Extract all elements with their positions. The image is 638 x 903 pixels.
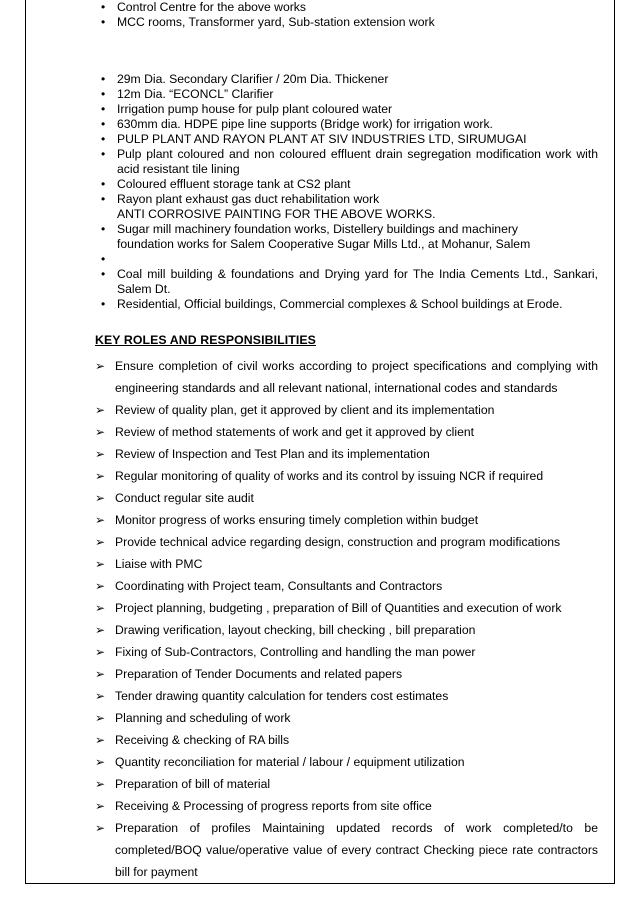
arrow-bullet-icon: ➢ bbox=[95, 513, 106, 527]
project-item-text: Irrigation pump house for pulp plant coloured water bbox=[117, 102, 393, 116]
role-item bbox=[95, 487, 598, 509]
bullet-icon: • bbox=[101, 0, 106, 14]
project-item-text: Coal mill building & foundations and Drying yard for The India Cements Ltd., Sankari, Salem Dt. bbox=[117, 267, 598, 296]
arrow-bullet-icon: ➢ bbox=[95, 733, 106, 747]
arrow-bullet-icon: ➢ bbox=[95, 469, 106, 483]
roles-list bbox=[95, 355, 598, 883]
project-item bbox=[95, 147, 598, 177]
project-item bbox=[95, 192, 598, 222]
role-item-text: Regular monitoring of quality of works and its control by issuing NCR if required bbox=[115, 469, 544, 483]
project-item bbox=[95, 252, 598, 267]
project-item-text: MCC rooms, Transformer yard, Sub-station extension work bbox=[117, 15, 435, 29]
role-item bbox=[95, 641, 598, 663]
role-item-text: Fixing of Sub-Contractors, Controlling and handling the man power bbox=[115, 645, 476, 659]
project-item-text: Pulp plant coloured and non coloured effluent drain segregation modification work with acid resistant tile lining bbox=[117, 147, 598, 176]
arrow-bullet-icon: ➢ bbox=[95, 359, 106, 373]
role-item-text: Planning and scheduling of work bbox=[115, 711, 291, 725]
project-item-text: Control Centre for the above works bbox=[117, 0, 306, 14]
role-item bbox=[95, 575, 598, 597]
arrow-bullet-icon: ➢ bbox=[95, 623, 106, 637]
role-item bbox=[95, 795, 598, 817]
project-item bbox=[95, 267, 598, 297]
role-item-text: Provide technical advice regarding design, construction and program modifications bbox=[115, 535, 561, 549]
role-item bbox=[95, 531, 598, 553]
project-item bbox=[95, 87, 598, 102]
project-item bbox=[95, 297, 598, 312]
bullet-icon: • bbox=[101, 192, 106, 206]
arrow-bullet-icon: ➢ bbox=[95, 667, 106, 681]
role-item bbox=[95, 553, 598, 575]
project-item bbox=[95, 15, 598, 30]
project-item-text: Rayon plant exhaust gas duct rehabilitation work ANTI CORROSIVE PAINTING FOR THE ABOVE WORKS. bbox=[117, 192, 436, 221]
arrow-bullet-icon: ➢ bbox=[95, 799, 106, 813]
role-item-text: Receiving & checking of RA bills bbox=[115, 733, 290, 747]
bullet-icon: • bbox=[101, 72, 106, 86]
bullet-icon: • bbox=[101, 177, 106, 191]
role-item-text: Preparation of bill of material bbox=[115, 777, 271, 791]
arrow-bullet-icon: ➢ bbox=[95, 557, 106, 571]
project-list-main bbox=[95, 72, 598, 312]
role-item bbox=[95, 509, 598, 531]
role-item-text: Tender drawing quantity calculation for tenders cost estimates bbox=[115, 689, 449, 703]
project-item-text: Residential, Official buildings, Commercial complexes & School buildings at Erode. bbox=[117, 297, 563, 311]
role-item-text: Ensure completion of civil works according to project specifications and complying with engineering standards and all relevant national, international codes and standards bbox=[115, 359, 598, 395]
arrow-bullet-icon: ➢ bbox=[95, 403, 106, 417]
role-item bbox=[95, 619, 598, 641]
role-item bbox=[95, 465, 598, 487]
project-item bbox=[95, 117, 598, 132]
role-item-text: Preparation of Tender Documents and related papers bbox=[115, 667, 403, 681]
role-item-text: Monitor progress of works ensuring timely completion within budget bbox=[115, 513, 479, 527]
role-item-text: Preparation of profiles Maintaining updated records of work completed/to be completed/BOQ value/operative value of every contract Checking piece rate contractors bill for payment bbox=[115, 821, 598, 879]
arrow-bullet-icon: ➢ bbox=[95, 491, 106, 505]
role-item bbox=[95, 355, 598, 399]
role-item bbox=[95, 751, 598, 773]
arrow-bullet-icon: ➢ bbox=[95, 821, 106, 835]
arrow-bullet-icon: ➢ bbox=[95, 711, 106, 725]
role-item-text: Receiving & Processing of progress reports from site office bbox=[115, 799, 432, 813]
role-item-text: Drawing verification, layout checking, bill checking , bill preparation bbox=[115, 623, 476, 637]
project-list-top bbox=[95, 0, 598, 30]
role-item bbox=[95, 399, 598, 421]
bullet-icon: • bbox=[101, 102, 106, 116]
project-item-text: PULP PLANT AND RAYON PLANT AT SIV INDUSTRIES LTD, SIRUMUGAI bbox=[117, 132, 527, 146]
project-item bbox=[95, 177, 598, 192]
bullet-icon: • bbox=[101, 297, 106, 311]
role-item-text: Coordinating with Project team, Consultants and Contractors bbox=[115, 579, 443, 593]
project-item bbox=[95, 132, 598, 147]
project-item-text: 29m Dia. Secondary Clarifier / 20m Dia. Thickener bbox=[117, 72, 389, 86]
role-item bbox=[95, 421, 598, 443]
role-item bbox=[95, 707, 598, 729]
role-item-text: Review of method statements of work and get it approved by client bbox=[115, 425, 475, 439]
role-item-text: Conduct regular site audit bbox=[115, 491, 254, 505]
project-item bbox=[95, 102, 598, 117]
bullet-icon: • bbox=[101, 252, 106, 266]
role-item-text: Review of Inspection and Test Plan and its implementation bbox=[115, 447, 430, 461]
arrow-bullet-icon: ➢ bbox=[95, 447, 106, 461]
arrow-bullet-icon: ➢ bbox=[95, 425, 106, 439]
bullet-icon: • bbox=[101, 15, 106, 29]
project-item-text: 630mm dia. HDPE pipe line supports (Bridge work) for irrigation work. bbox=[117, 117, 493, 131]
project-item-text: Coloured effluent storage tank at CS2 plant bbox=[117, 177, 351, 191]
bullet-icon: • bbox=[101, 147, 106, 161]
arrow-bullet-icon: ➢ bbox=[95, 601, 106, 615]
arrow-bullet-icon: ➢ bbox=[95, 689, 106, 703]
role-item-text: Quantity reconciliation for material / labour / equipment utilization bbox=[115, 755, 465, 769]
project-item-text: Sugar mill machinery foundation works, Distellery buildings and machinery foundation works for Salem Cooperative Sugar Mills Ltd., at Mohanur, Salem bbox=[117, 222, 531, 251]
project-item bbox=[95, 72, 598, 87]
project-item bbox=[95, 0, 598, 15]
arrow-bullet-icon: ➢ bbox=[95, 777, 106, 791]
bullet-icon: • bbox=[101, 267, 106, 281]
arrow-bullet-icon: ➢ bbox=[95, 645, 106, 659]
project-item-text bbox=[117, 252, 120, 266]
roles-heading: KEY ROLES AND RESPONSIBILITIES bbox=[95, 333, 316, 347]
role-item bbox=[95, 685, 598, 707]
role-item bbox=[95, 729, 598, 751]
role-item-text: Liaise with PMC bbox=[115, 557, 203, 571]
role-item bbox=[95, 773, 598, 795]
role-item-text: Project planning, budgeting , preparation of Bill of Quantities and execution of work bbox=[115, 601, 562, 615]
role-item bbox=[95, 443, 598, 465]
bullet-icon: • bbox=[101, 222, 106, 236]
bullet-icon: • bbox=[101, 87, 106, 101]
arrow-bullet-icon: ➢ bbox=[95, 755, 106, 769]
project-item-text: 12m Dia. “ECONCL” Clarifier bbox=[117, 87, 274, 101]
bullet-icon: • bbox=[101, 132, 106, 146]
role-item bbox=[95, 817, 598, 883]
bullet-icon: • bbox=[101, 117, 106, 131]
role-item bbox=[95, 597, 598, 619]
arrow-bullet-icon: ➢ bbox=[95, 579, 106, 593]
project-item bbox=[95, 222, 598, 252]
arrow-bullet-icon: ➢ bbox=[95, 535, 106, 549]
role-item bbox=[95, 663, 598, 685]
role-item-text: Review of quality plan, get it approved by client and its implementation bbox=[115, 403, 495, 417]
